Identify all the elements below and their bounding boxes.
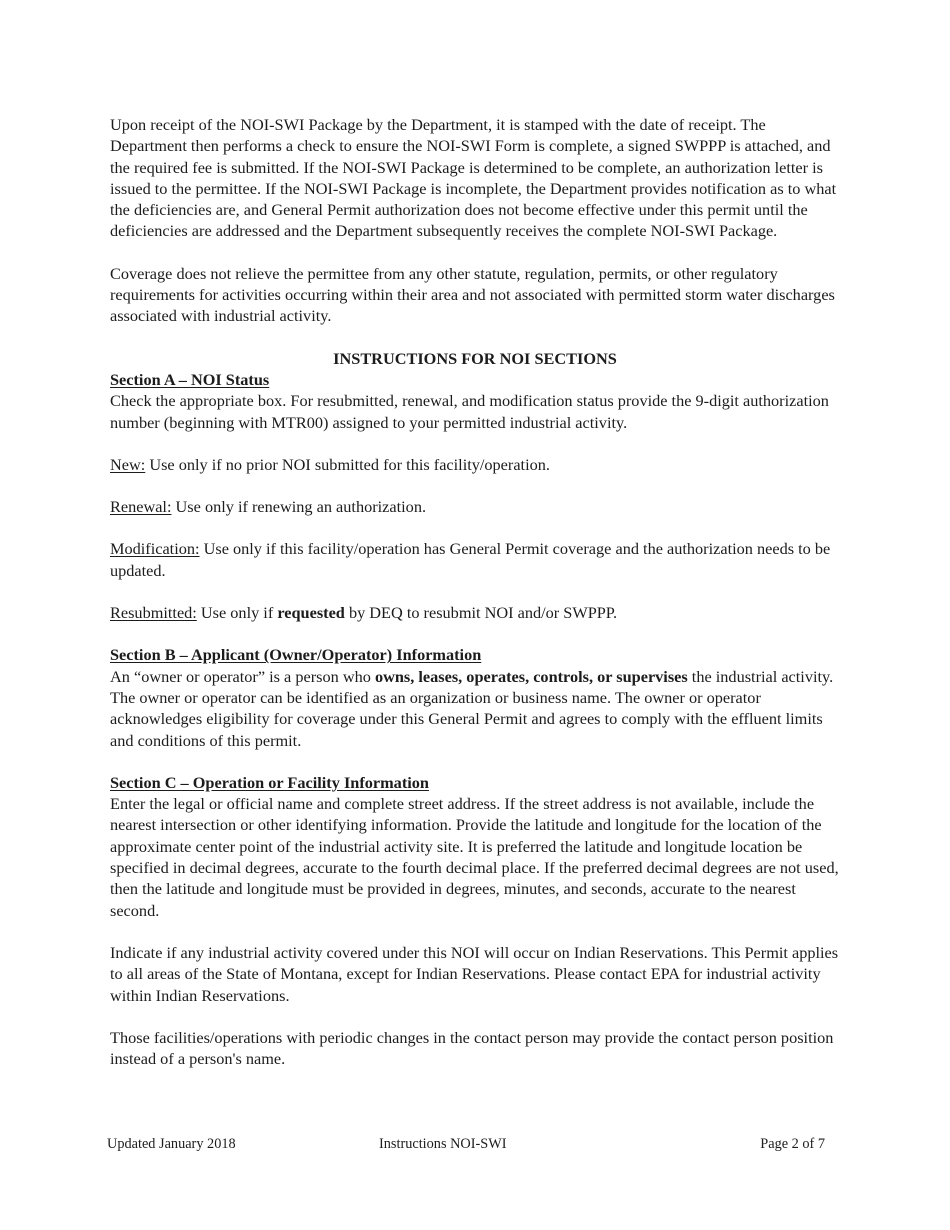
section-c-heading: Section C – Operation or Facility Information (110, 772, 429, 792)
section-b-text (110, 666, 840, 751)
status-modification (110, 538, 840, 581)
status-new-label: New: (110, 454, 146, 474)
section-a-heading: Section A – NOI Status (110, 369, 270, 389)
section-b-text-post: the industrial activity. The owner or operator can be identified as an organization or business name. The owner or operator acknowledges eligibility for coverage under this General Permit and agrees to comply with the effluent limits and conditions of this permit. (110, 666, 834, 750)
section-c-para2: Indicate if any industrial activity covered under this NOI will occur on Indian Reservations. This Permit applies to all areas of the State of Montana, except for Indian Reservations. Please contact EPA for industrial activity within Indian Reservations. (110, 942, 839, 1005)
status-renewal (110, 496, 840, 517)
status-new (110, 454, 840, 475)
section-b-text-bold: owns, leases, operates, controls, or supervises (374, 666, 688, 686)
status-renewal-label: Renewal: (110, 497, 172, 517)
status-modification-text: Use only if this facility/operation has General Permit coverage and the authorization needs to be updated. (110, 539, 831, 580)
status-resubmitted-post: by DEQ to resubmit NOI and/or SWPPP. (344, 603, 618, 623)
status-modification-label: Modification: (110, 539, 200, 559)
footer-page-number: Page 2 of 7 (760, 1136, 825, 1152)
status-resubmitted-bold: requested (277, 603, 345, 623)
status-resubmitted (110, 602, 840, 623)
section-c-para1: Enter the legal or official name and complete street address. If the street address is not available, include the nearest intersection or other identifying information. Provide the latitude and longitude for the location of the approximate center point of the industrial activity site. It is preferred the latitude and longitude location be specified in decimal degrees, accurate to the fourth decimal place. If the preferred decimal degrees are not used, then the latitude and longitude must be provided in degrees, minutes, and seconds, accurate to the nearest second. (110, 794, 839, 920)
footer-doc-title: Instructions NOI-SWI (379, 1136, 507, 1152)
coverage-paragraph: Coverage does not relieve the permittee from any other statute, regulation, permits, or other regulatory requirements for activities occurring within their area and not associated with permitted storm water discharges associated with industrial activity. (110, 263, 835, 326)
section-a-intro: Check the appropriate box. For resubmitted, renewal, and modification status provide the 9-digit authorization number (beginning with MTR00) assigned to your permitted industrial activity. (110, 391, 829, 432)
status-resubmitted-pre: Use only if (196, 603, 278, 623)
instructions-heading: INSTRUCTIONS FOR NOI SECTIONS (333, 348, 617, 368)
status-resubmitted-label: Resubmitted: (110, 603, 197, 623)
section-b-text-pre: An “owner or operator” is a person who (110, 666, 375, 686)
footer-updated: Updated January 2018 (107, 1136, 236, 1152)
status-new-text: Use only if no prior NOI submitted for this facility/operation. (145, 454, 550, 474)
status-renewal-text: Use only if renewing an authorization. (171, 497, 427, 517)
receipt-paragraph: Upon receipt of the NOI-SWI Package by the Department, it is stamped with the date of receipt. The Department then performs a check to ensure the NOI-SWI Form is complete, a signed SWPPP is attached, and the required fee is submitted. If the NOI-SWI Package is determined to be complete, an authorization letter is issued to the permittee. If the NOI-SWI Package is incomplete, the Department provides notification as to what the deficiencies are, and General Permit authorization does not become effective under this permit until the deficiencies are addressed and the Department subsequently receives the complete NOI-SWI Package. (110, 115, 837, 241)
section-b-heading: Section B – Applicant (Owner/Operator) Information (110, 645, 482, 665)
section-c-para3: Those facilities/operations with periodic changes in the contact person may provide the contact person position instead of a person's name. (110, 1027, 834, 1069)
document-body (110, 114, 840, 1069)
